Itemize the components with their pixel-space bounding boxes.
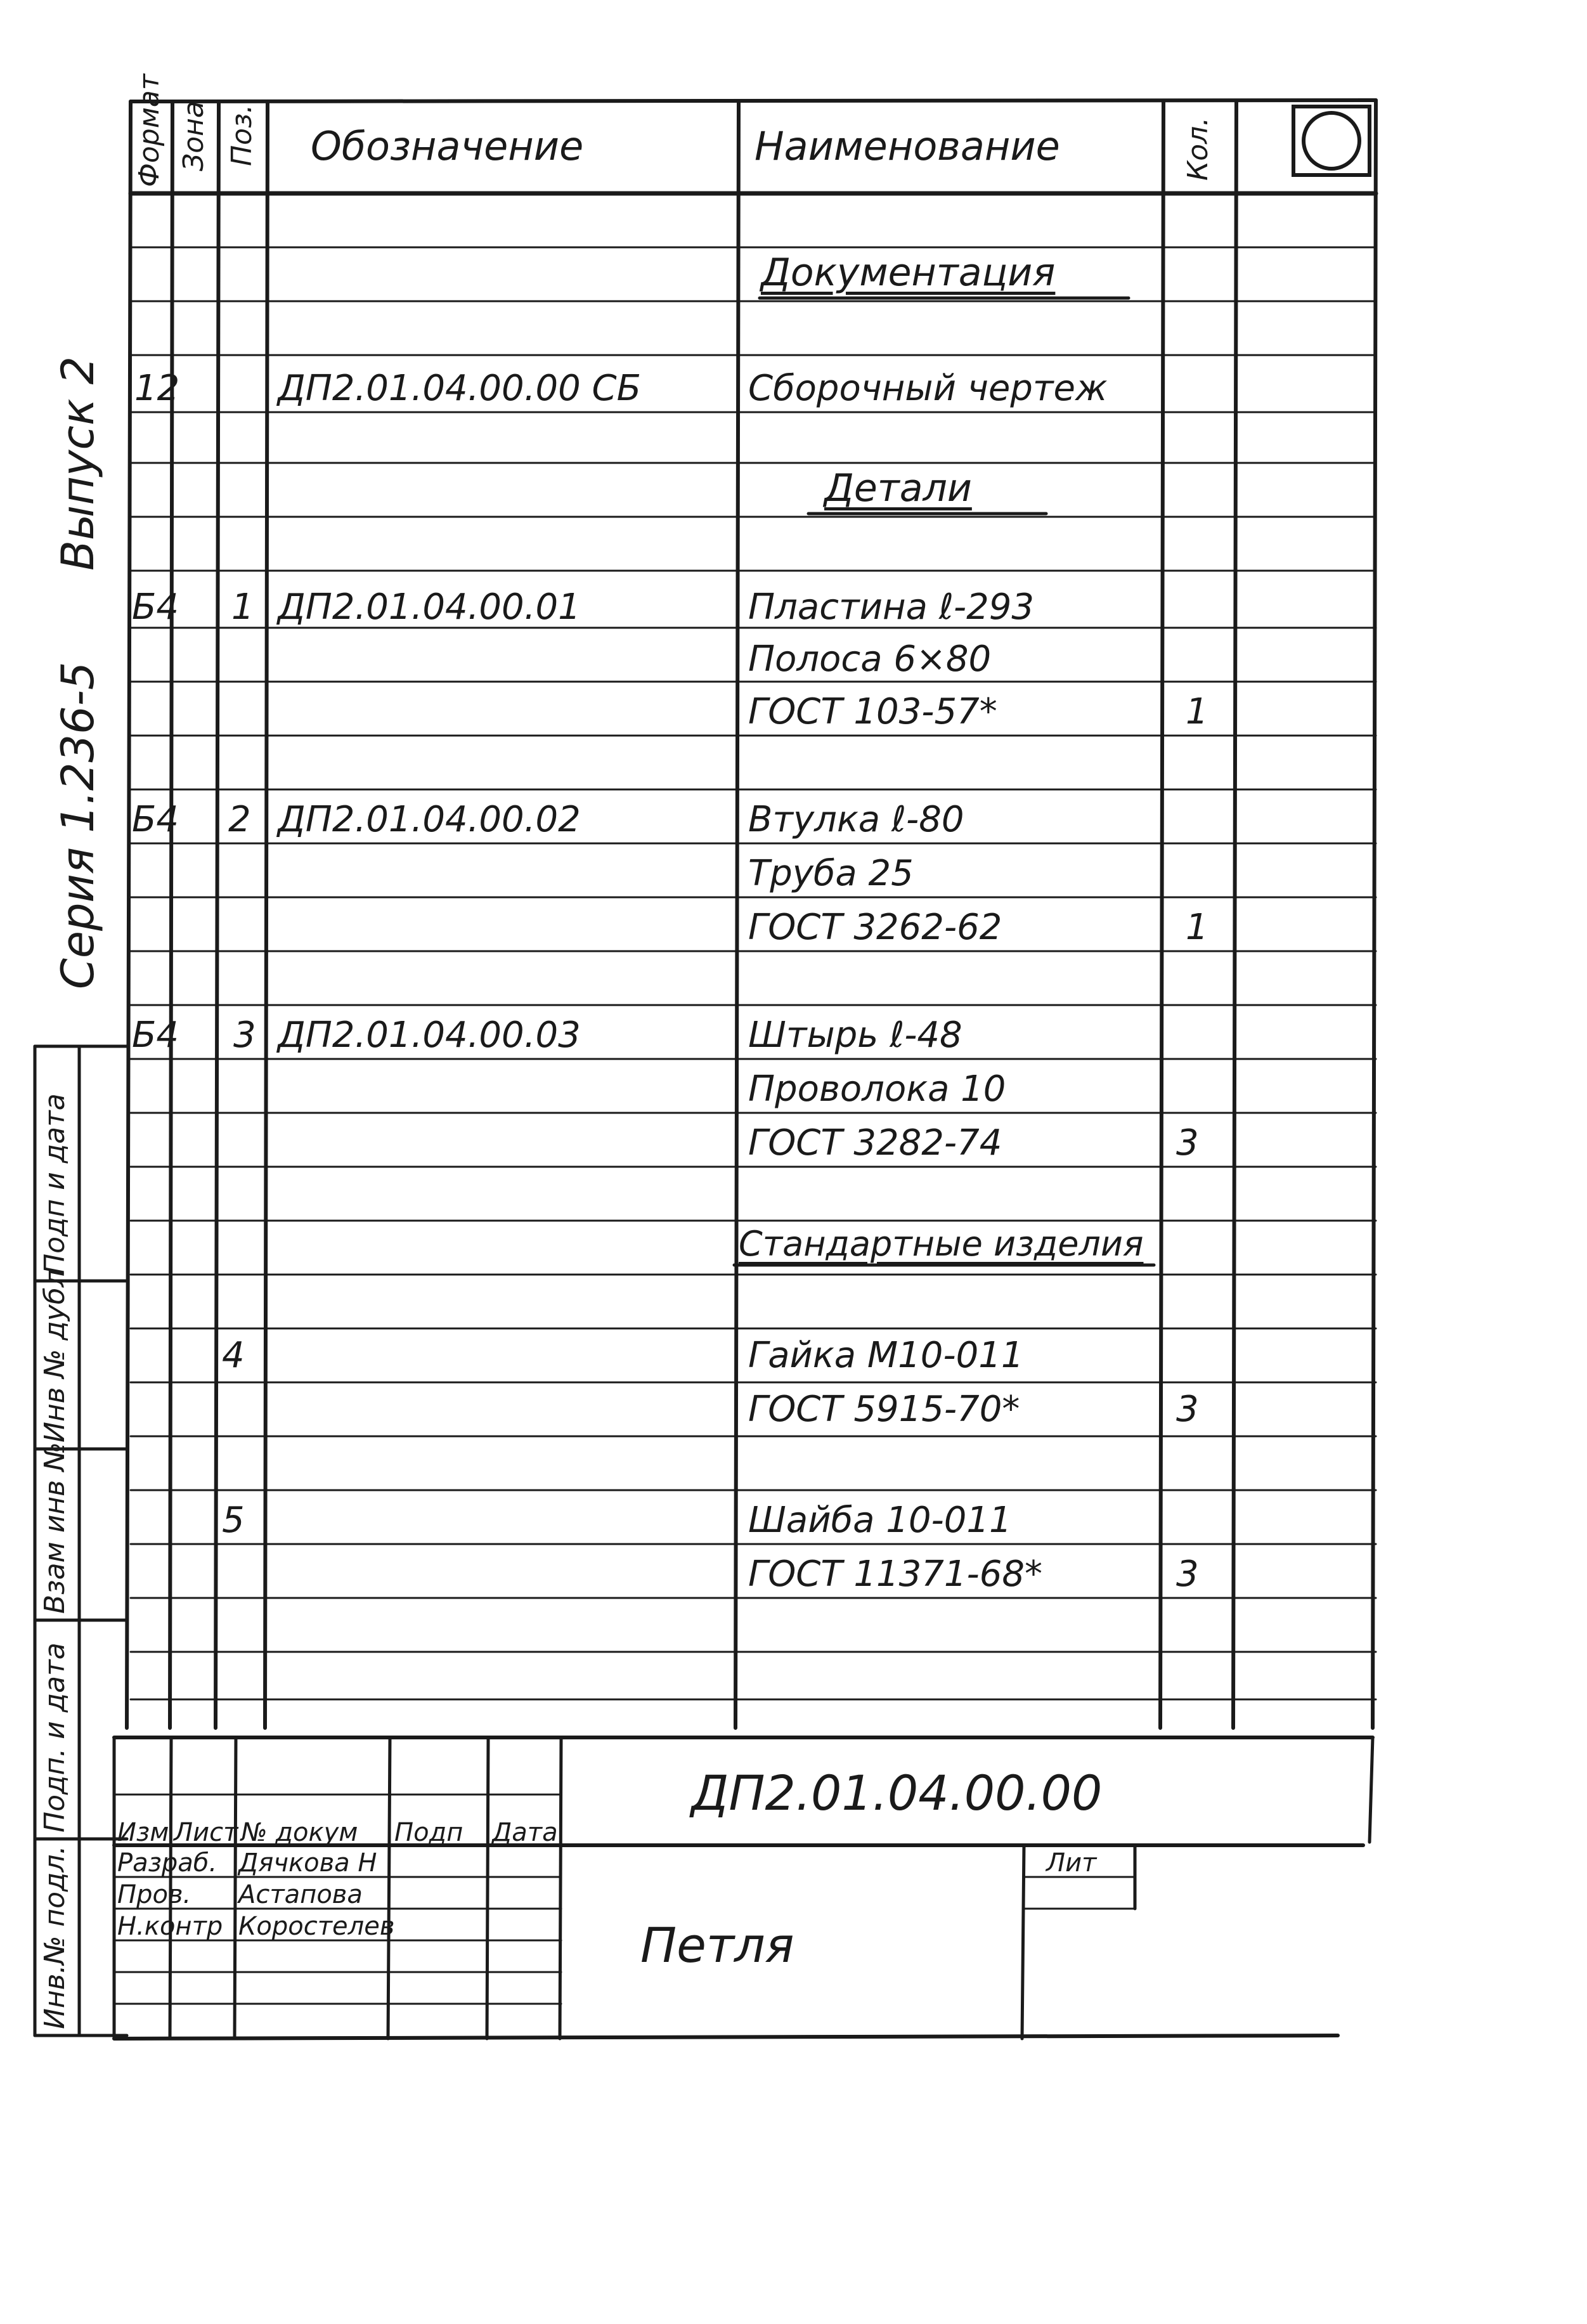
- row-format: Б4: [132, 799, 179, 840]
- margin-label-inv-podl: Инв.№ подл.: [39, 1845, 71, 2029]
- row-oboznachenie: ДП2.01.04.00.01: [278, 587, 581, 628]
- title-doc-name: Петля: [640, 1917, 794, 1973]
- row-poz: 2: [228, 799, 251, 840]
- row-naimenovanie: Полоса 6×80: [748, 639, 992, 680]
- title-name-razrab: Дячкова Н: [238, 1848, 377, 1878]
- header-format: Формат: [133, 74, 165, 187]
- title-lit: Лит: [1046, 1848, 1097, 1878]
- row-naimenovanie: Проволока 10: [748, 1068, 1006, 1110]
- title-role-razrab: Разраб.: [117, 1848, 217, 1878]
- sheet-stamp-icon: [1293, 107, 1370, 175]
- title-col-izm: Изм: [117, 1818, 169, 1847]
- section-detali: Детали: [824, 466, 972, 510]
- row-oboznachenie: ДП2.01.04.00.00 СБ: [278, 368, 642, 409]
- row-poz: 3: [233, 1015, 256, 1056]
- row-format: 12: [134, 368, 180, 409]
- row-poz: 4: [222, 1335, 245, 1376]
- row-naimenovanie: ГОСТ 11371-68*: [748, 1554, 1042, 1595]
- title-col-podp: Подп: [394, 1818, 463, 1847]
- row-naimenovanie: ГОСТ 3282-74: [748, 1122, 1002, 1164]
- row-poz: 1: [231, 587, 254, 628]
- row-naimenovanie: ГОСТ 103-57*: [748, 691, 997, 732]
- row-naimenovanie: Сборочный чертеж: [748, 368, 1108, 409]
- title-col-list: Лист: [174, 1818, 238, 1847]
- row-kol: 1: [1186, 907, 1208, 948]
- row-kol: 3: [1176, 1389, 1199, 1430]
- title-role-nkontr: Н.контр: [117, 1912, 223, 1941]
- title-role-prov: Пров.: [117, 1880, 191, 1909]
- header-zona: Зона: [178, 101, 210, 171]
- vypusk-label: Выпуск 2: [52, 356, 104, 571]
- row-naimenovanie: Шайба 10-011: [748, 1500, 1012, 1541]
- header-poz: Поз.: [226, 104, 258, 166]
- row-naimenovanie: ГОСТ 5915-70*: [748, 1389, 1020, 1430]
- header-kol: Кол.: [1182, 117, 1214, 181]
- section-standartnye-izdeliya: Стандартные изделия: [739, 1224, 1144, 1264]
- margin-label-podp-data-1: Подп и дата: [39, 1093, 71, 1275]
- title-name-nkontr: Коростелев: [238, 1912, 395, 1941]
- margin-label-inv-dubl: Инв № дубл: [39, 1269, 71, 1443]
- row-naimenovanie: Штырь ℓ-48: [748, 1015, 962, 1056]
- row-naimenovanie: Труба 25: [748, 853, 914, 894]
- title-col-no-dokum: № докум: [241, 1818, 358, 1847]
- row-format: Б4: [132, 1015, 179, 1056]
- section-dokumentaciya: Документация: [761, 250, 1056, 295]
- title-col-data: Дата: [492, 1818, 558, 1847]
- row-naimenovanie: Втулка ℓ-80: [748, 799, 964, 840]
- row-kol: 3: [1176, 1122, 1199, 1164]
- margin-label-vzam-inv: Взам инв №: [39, 1442, 71, 1614]
- row-kol: 3: [1176, 1554, 1199, 1595]
- title-name-prov: Астапова: [238, 1880, 363, 1909]
- margin-label-podp-data-2: Подп. и дата: [39, 1642, 71, 1833]
- row-format: Б4: [132, 587, 179, 628]
- row-oboznachenie: ДП2.01.04.00.02: [278, 799, 581, 840]
- row-naimenovanie: Пластина ℓ-293: [748, 587, 1034, 628]
- section-underlines: [734, 298, 1154, 1265]
- row-kol: 1: [1186, 691, 1208, 732]
- specification-row-lines: [131, 247, 1376, 1699]
- row-naimenovanie: Гайка М10-011: [748, 1335, 1024, 1376]
- row-oboznachenie: ДП2.01.04.00.03: [278, 1015, 581, 1056]
- header-oboznachenie: Обозначение: [311, 123, 584, 169]
- row-poz: 5: [222, 1500, 245, 1541]
- seriya-label: Серия 1.236-5: [52, 661, 104, 989]
- header-naimenovanie: Наименование: [755, 123, 1060, 169]
- row-naimenovanie: ГОСТ 3262-62: [748, 907, 1002, 948]
- title-doc-code: ДП2.01.04.00.00: [691, 1765, 1103, 1821]
